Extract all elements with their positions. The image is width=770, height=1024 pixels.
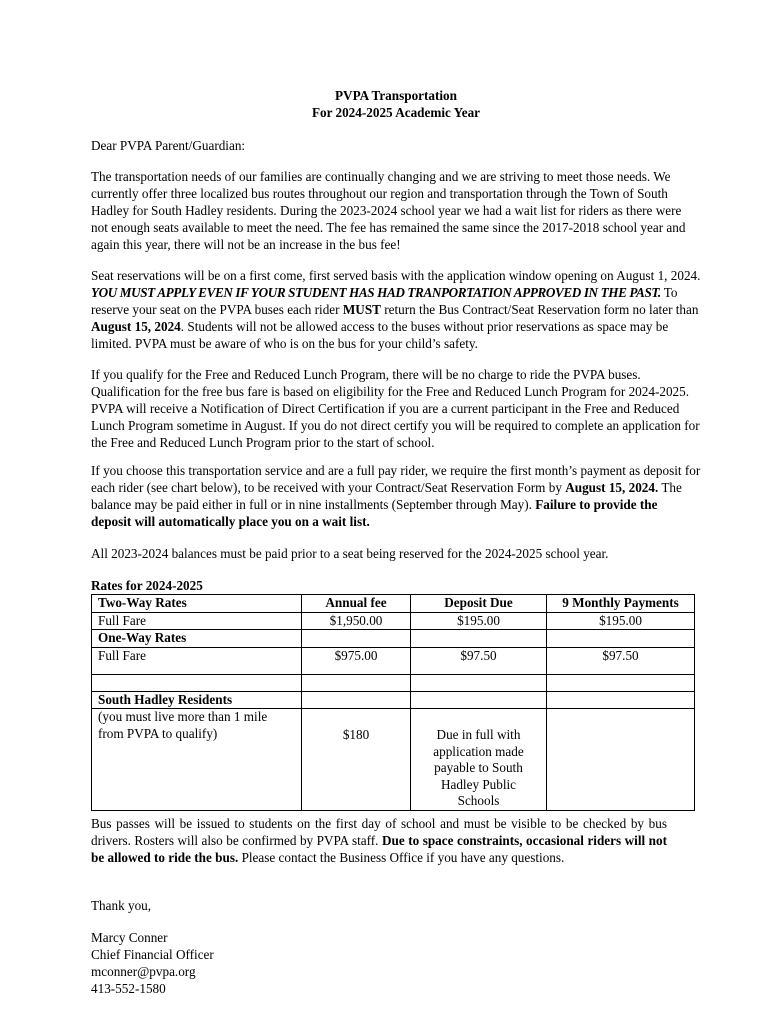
paragraph-balances: All 2023-2024 balances must be paid prior to a seat being reserved for the 2024-2025 school year. (91, 546, 609, 561)
reservations-text-1: Seat reservations will be on a first come, first served basis with the application window opening on August 1, 2024. (91, 268, 701, 283)
reservations-text-2: To reserve your seat on the PVPA buses each rider (91, 285, 678, 317)
south-hadley-label: South Hadley Residents (92, 691, 302, 709)
empty-cell (547, 691, 695, 709)
two-way-fare-label: Full Fare (92, 612, 302, 630)
two-way-monthly: $195.00 (547, 612, 695, 630)
deposit-text-1: If you choose this transportation service and are a full pay rider, we require the first month’s payment as deposit for each rider (see chart below), to be received with your Contract/Seat Reservation Form by (91, 463, 701, 495)
wait-list-warning: Failure to provide the deposit will automatically place you on a wait list. (91, 497, 658, 529)
one-way-annual-fee: $975.00 (302, 647, 411, 674)
paragraph-deposit (91, 462, 701, 530)
reservations-text-4: . Students will not be allowed access to the buses without prior reservations as space may be limited. PVPA must be aware of who is on the bus for your child’s safety. (91, 319, 669, 351)
paragraph-bus-passes (91, 815, 667, 866)
header-deposit-due: Deposit Due (411, 595, 547, 613)
one-way-fare-label: Full Fare (92, 647, 302, 674)
table-row (92, 674, 695, 691)
empty-cell (92, 674, 302, 691)
paragraph-intro: The transportation needs of our families are continually changing and we are striving to meet those needs. We currently offer three localized bus routes throughout our region and transportation through the Town of South Hadley for South Hadley residents. During the 2023-2024 school year we had a wait list for riders as there were not enough seats available to meet the need. The fee has remained the same since the 2017-2018 school year and again this year, there will not be an increase in the bus fee! (91, 169, 686, 252)
document-subtitle: For 2024-2025 Academic Year (311, 105, 481, 120)
paragraph-free-lunch: If you qualify for the Free and Reduced Lunch Program, there will be no charge to ride the PVPA buses. Qualification for the free bus fare is based on eligibility for the Free and Reduced Lunch Program for 2024-2025. PVPA will receive a Notification of Direct Certification if you are a current participant in the Free and Reduced Lunch Program sometime in August. If you do not direct certify you will be required to complete an application for the Free and Reduced Lunch Program prior to the start of school. (91, 367, 700, 450)
table-row (92, 647, 695, 674)
rates-heading: Rates for 2024-2025 (91, 578, 203, 593)
south-hadley-fee: $180 (302, 709, 411, 811)
signature-email: mconner@pvpa.org (91, 964, 196, 979)
header-annual-fee: Annual fee (302, 595, 411, 613)
greeting: Dear PVPA Parent/Guardian: (91, 138, 246, 153)
table-row (92, 612, 695, 630)
table-row (92, 691, 695, 709)
south-hadley-note: (you must live more than 1 mile from PVPA to qualify) (92, 709, 302, 811)
empty-cell (547, 709, 695, 811)
bus-passes-text-1: Bus passes will be issued to students on the first day of school and must be visible to be checked by bus drivers. Rosters will also be confirmed by PVPA staff. (91, 816, 667, 848)
empty-cell (411, 691, 547, 709)
header-monthly-payments: 9 Monthly Payments (547, 595, 695, 613)
empty-cell (302, 630, 411, 648)
two-way-deposit: $195.00 (411, 612, 547, 630)
signature-name: Marcy Conner (91, 930, 168, 945)
deposit-text-2: The balance may be paid either in full or in nine installments (September through May). (91, 480, 682, 512)
empty-cell (302, 674, 411, 691)
deposit-deadline: August 15, 2024. (565, 480, 659, 495)
one-way-rates-label: One-Way Rates (92, 630, 302, 648)
empty-cell (547, 630, 695, 648)
bus-passes-text-2: Please contact the Business Office if you have any questions. (238, 850, 565, 865)
must-emphasis: MUST (342, 302, 381, 317)
occasional-riders-warning: Due to space constraints, occasional riders will not be allowed to ride the bus. (91, 833, 667, 865)
table-header-row (92, 595, 695, 613)
one-way-deposit: $97.50 (411, 647, 547, 674)
document-title: PVPA Transportation (335, 88, 457, 103)
south-hadley-deposit: Due in full with application made payable to South Hadley Public Schools (411, 709, 547, 811)
paragraph-reservations (91, 267, 701, 352)
table-row (92, 709, 695, 811)
reservations-text-3: return the Bus Contract/Seat Reservation form no later than (380, 302, 699, 317)
one-way-monthly: $97.50 (547, 647, 695, 674)
closing: Thank you, (91, 898, 152, 913)
empty-cell (411, 674, 547, 691)
signature-phone: 413-552-1580 (91, 981, 166, 996)
reservation-deadline: August 15, 2024 (91, 319, 181, 334)
apply-warning: YOU MUST APPLY EVEN IF YOUR STUDENT HAS HAD TRANPORTATION APPROVED IN THE PAST. (91, 285, 661, 300)
empty-cell (302, 691, 411, 709)
rates-table (91, 594, 695, 811)
table-row (92, 630, 695, 648)
empty-cell (411, 630, 547, 648)
empty-cell (547, 674, 695, 691)
two-way-annual-fee: $1,950.00 (302, 612, 411, 630)
signature-role: Chief Financial Officer (91, 947, 214, 962)
header-two-way-rates: Two-Way Rates (92, 595, 302, 613)
